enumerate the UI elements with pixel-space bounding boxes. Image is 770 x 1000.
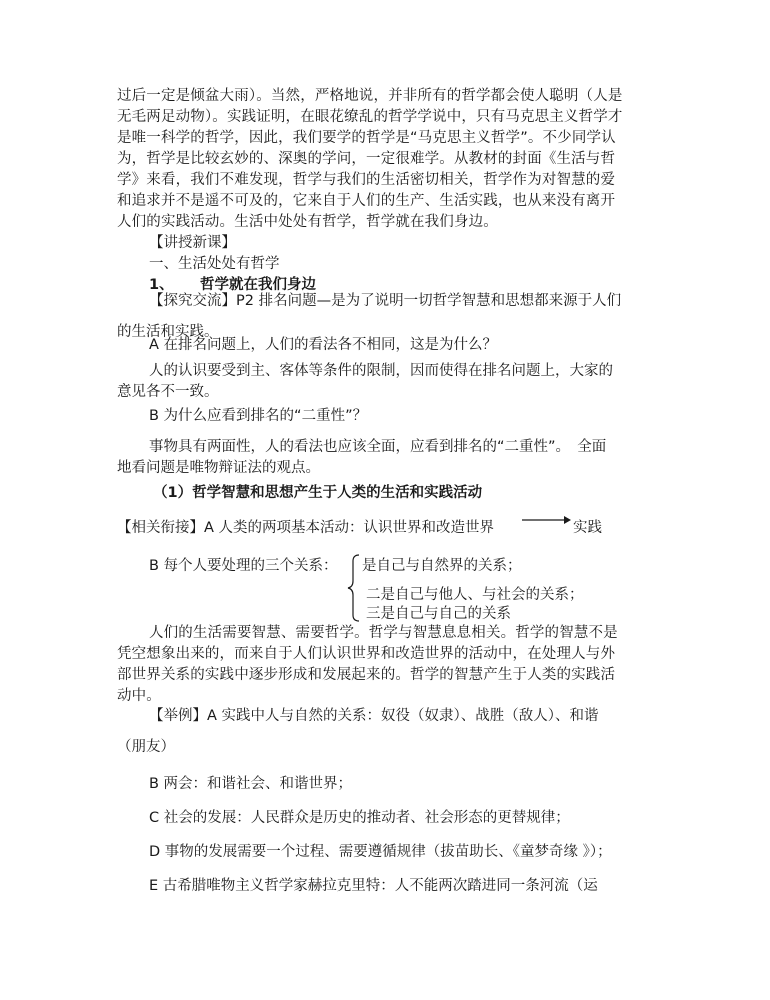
subsection-title: 哲学就在我们身边 <box>200 277 316 293</box>
example-a-line-2: （朋友） <box>117 739 175 755</box>
subsection-number: 1、 <box>149 277 174 293</box>
example-d: D 事物的发展需要一个过程、需要遵循规律（拔苗助长、《童梦奇缘 》）； <box>149 844 612 860</box>
related-a-text: 【相关衔接】A 人类的两项基本活动：认识世界和改造世界 <box>117 520 495 536</box>
explore-line-2: 的生活和实践。 <box>117 324 219 340</box>
intro-line-6: 和追求并不是遥不可及的，它来自于人们的生产、生活实践，也从来没有离开 <box>117 193 616 209</box>
answer-b-line-2: 地看问题是唯物辩证法的观点。 <box>117 460 320 476</box>
point-1-heading: （1）哲学智慧和思想产生于人类的生活和实践活动 <box>153 485 483 501</box>
example-e: E 古希腊唯物主义哲学家赫拉克里特：人不能两次踏进同一条河流（运 <box>149 878 598 894</box>
intro-line-2: 无毛两足动物）。实践证明，在眼花缭乱的哲学学说中，只有马克思主义哲学才 <box>117 109 623 125</box>
lecture-label: 【讲授新课】 <box>149 235 236 251</box>
answer-b-line-1: 事物具有两面性，人的看法也应该全面，应看到排名的“二重性”。 全面 <box>149 439 607 455</box>
question-a: A 在排名问题上，人们的看法各不相同，这是为什么？ <box>149 337 498 353</box>
intro-line-5: 学》来看，我们不难发现，哲学与我们的生活密切相关，哲学作为对智慧的爱 <box>117 172 616 188</box>
wisdom-line-3: 部世界关系的实践中逐步形成和发展起来的。哲学的智慧产生于人类的实践活 <box>117 667 616 683</box>
intro-line-1: 过后一定是倾盆大雨）。当然，严格地说，并非所有的哲学都会使人聪明（人是 <box>117 88 623 104</box>
arrow-right-icon <box>520 513 572 527</box>
wisdom-line-1: 人们的生活需要智慧、需要哲学。哲学与智慧息息相关。哲学的智慧不是 <box>149 625 618 641</box>
related-a-result: 实践 <box>573 520 602 536</box>
section-title: 一、生活处处有哲学 <box>149 256 280 272</box>
intro-line-4: 为，哲学是比较玄妙的、深奥的学问，一定很难学。从教材的封面《生活与哲 <box>117 151 616 167</box>
related-b-label: B 每个人要处理的三个关系： <box>149 558 338 574</box>
question-b: B 为什么应看到排名的“二重性”？ <box>149 408 368 424</box>
brace-icon <box>346 553 362 623</box>
example-a-line-1: 【举例】A 实践中人与自然的关系：奴役（奴隶）、战胜（敌人）、和谐 <box>149 708 599 724</box>
wisdom-line-2: 凭空想象出来的，而来自于人们认识世界和改造世界的活动中，在处理人与外 <box>117 646 616 662</box>
intro-line-3: 是唯一科学的哲学，因此，我们要学的哲学是“马克思主义哲学”。不少同学认 <box>117 130 616 146</box>
answer-a-line-2: 意见各不一致。 <box>117 384 219 400</box>
answer-a-line-1: 人的认识要受到主、客体等条件的限制，因而使得在排名问题上，大家的 <box>149 363 613 379</box>
relation-item-1: 是自己与自然界的关系； <box>362 558 522 574</box>
wisdom-line-4: 动中。 <box>117 688 161 704</box>
example-c: C 社会的发展：人民群众是历史的推动者、社会形态的更替规律； <box>149 810 570 826</box>
intro-line-7: 人们的实践活动。生活中处处有哲学，哲学就在我们身边。 <box>117 214 498 230</box>
explore-line-1: 【探究交流】P2 排名问题—是为了说明一切哲学智慧和思想都来源于人们 <box>149 293 622 309</box>
example-b: B 两会：和谐社会、和谐世界； <box>149 776 353 792</box>
relation-item-3: 三是自己与自己的关系 <box>366 606 511 622</box>
relation-item-2: 二是自己与他人、与社会的关系； <box>366 587 584 603</box>
